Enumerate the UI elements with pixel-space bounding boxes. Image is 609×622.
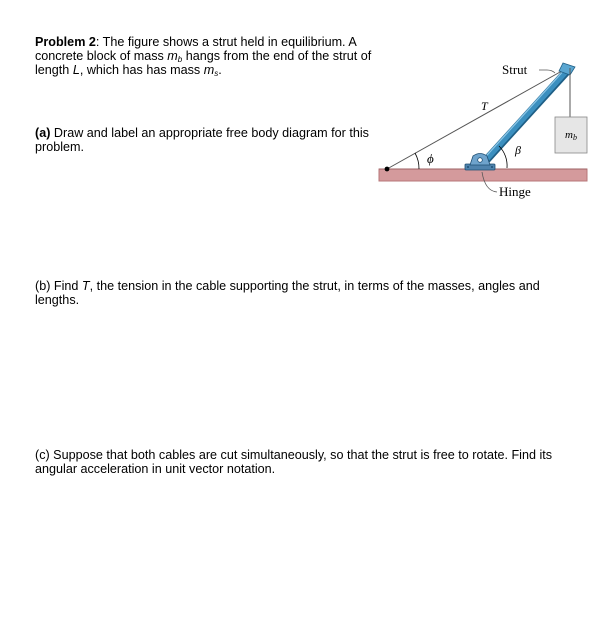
problem-intro-4: . [218,63,222,77]
block-label-main: m [565,129,573,141]
tension-symbol: T [81,279,90,293]
problem-intro-1: : The figure shows a strut held in equilibrium. A concrete block of mass [35,35,357,63]
strut-leader [539,70,555,73]
tension-label: T [481,99,488,113]
part-b [35,279,575,307]
part-a-label: (a) [35,126,51,140]
hinge-pin [478,158,483,163]
part-a [35,126,380,154]
problem-heading: Problem 2 [35,35,96,49]
hinge-label: Hinge [499,184,531,199]
part-c-text: (c) Suppose that both cables are cut simultaneously, so that the strut is free to rotate. Find its angular acceleration in unit vector notation. [35,448,553,476]
part-b-prefix: (b) Find [35,279,82,293]
mass-block-subscript: b [177,55,183,64]
mass-strut-subscript: s [214,69,219,78]
mass-block-symbol: m [167,49,178,63]
phi-angle-arc [415,153,419,169]
part-c [35,448,575,476]
strut-figure [375,55,595,205]
strut-label: Strut [502,62,528,77]
problem-intro-2: hangs from the end of the strut of length [35,49,372,77]
beta-label: β [515,143,521,157]
hinge-bolt-right [491,166,493,168]
part-b-text: , the tension in the cable supporting the strut, in terms of the masses, angles and lengths. [35,279,540,307]
part-a-text: Draw and label an appropriate free body diagram for this problem. [35,126,369,154]
length-symbol: L [72,63,80,77]
mass-strut-symbol: m [203,63,215,77]
strut-highlight [479,67,567,164]
block-label-sub: b [572,133,577,142]
cable-anchor [385,167,390,172]
problem-intro-3: , which has has mass [79,63,204,77]
phi-label: ϕ [427,151,434,166]
hinge-bolt-left [467,166,469,168]
problem-statement [35,35,380,77]
floor [379,169,587,181]
